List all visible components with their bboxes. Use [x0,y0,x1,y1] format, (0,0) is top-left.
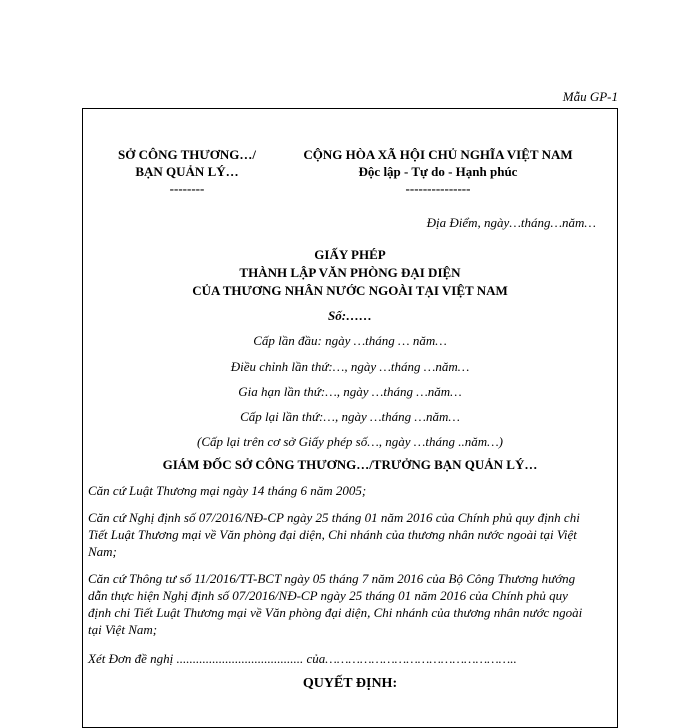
basis-paragraph-2 [88,509,612,560]
issue-reissue: Cấp lại lần thứ:…, ngày …tháng …năm… [240,409,460,424]
basis-line: tại Việt Nam; [88,622,158,637]
basis-line: Căn cứ Nghị định số 07/2016/NĐ-CP ngày 25 tháng 01 năm 2016 của Chính phủ quy định chi [88,510,580,525]
national-title: CỘNG HÒA XÃ HỘI CHỦ NGHĨA VIỆT NAM [303,147,573,162]
document-title [180,246,520,300]
license-number: Số:…… [327,308,373,323]
basis-line: dẫn thực hiện Nghị định số 07/2016/NĐ-CP ngày 25 tháng 01 năm 2016 của Chính phủ quy [88,588,568,603]
issuing-authority-header [102,146,272,197]
issue-extension: Gia hạn lần thứ:…, ngày …tháng …năm… [238,384,462,399]
decision-heading: QUYẾT ĐỊNH: [302,676,398,691]
national-header [283,146,593,197]
issue-first: Cấp lần đầu: ngày …tháng … năm… [253,333,447,348]
title-line-1: GIẤY PHÉP [314,247,386,262]
issue-reissue-basis: (Cấp lại trên cơ sở Giấy phép số…, ngày …tháng ..năm…) [197,434,503,449]
basis-line: định chi Tiết Luật Thương mại về Văn phòng đại diện, Chi nhánh của thương nhân nước ngoài [88,605,583,620]
title-line-3: CỦA THƯƠNG NHÂN NƯỚC NGOÀI TẠI VIỆT NAM [192,283,508,298]
authority-line-2: BẠN QUẢN LÝ… [135,164,239,179]
basis-line: Xét Đơn đề nghị ....................................... của………………………………………….. [88,651,517,666]
application-review [88,650,612,667]
place-date: Địa Điểm, ngày…tháng…năm… [426,215,596,230]
basis-line: Căn cứ Luật Thương mại ngày 14 tháng 6 năm 2005; [88,483,367,498]
issue-adjustment: Điều chỉnh lần thứ:…, ngày …tháng …năm… [230,359,470,374]
basis-paragraph-3 [88,570,612,638]
national-divider: --------------- [405,181,471,196]
basis-paragraph-1 [88,482,612,499]
director-title: GIÁM ĐỐC SỞ CÔNG THƯƠNG…/TRƯỞNG BẠN QUẢN LÝ… [162,457,538,472]
title-line-2: THÀNH LẬP VĂN PHÒNG ĐẠI DIỆN [239,265,461,280]
national-motto: Độc lập - Tự do - Hạnh phúc [358,164,518,179]
basis-line: Căn cứ Thông tư số 11/2016/TT-BCT ngày 05 tháng 7 năm 2016 của Bộ Công Thương hướng [88,571,576,586]
basis-line: Tiết Luật Thương mại về Văn phòng đại diện, Chi nhánh của thương nhân nước ngoài tại Việt [88,527,577,542]
authority-divider: -------- [169,181,205,196]
authority-line-1: SỞ CÔNG THƯƠNG…/ [118,147,256,162]
form-code: Mẫu GP-1 [562,89,618,104]
basis-line: Nam; [88,544,117,559]
